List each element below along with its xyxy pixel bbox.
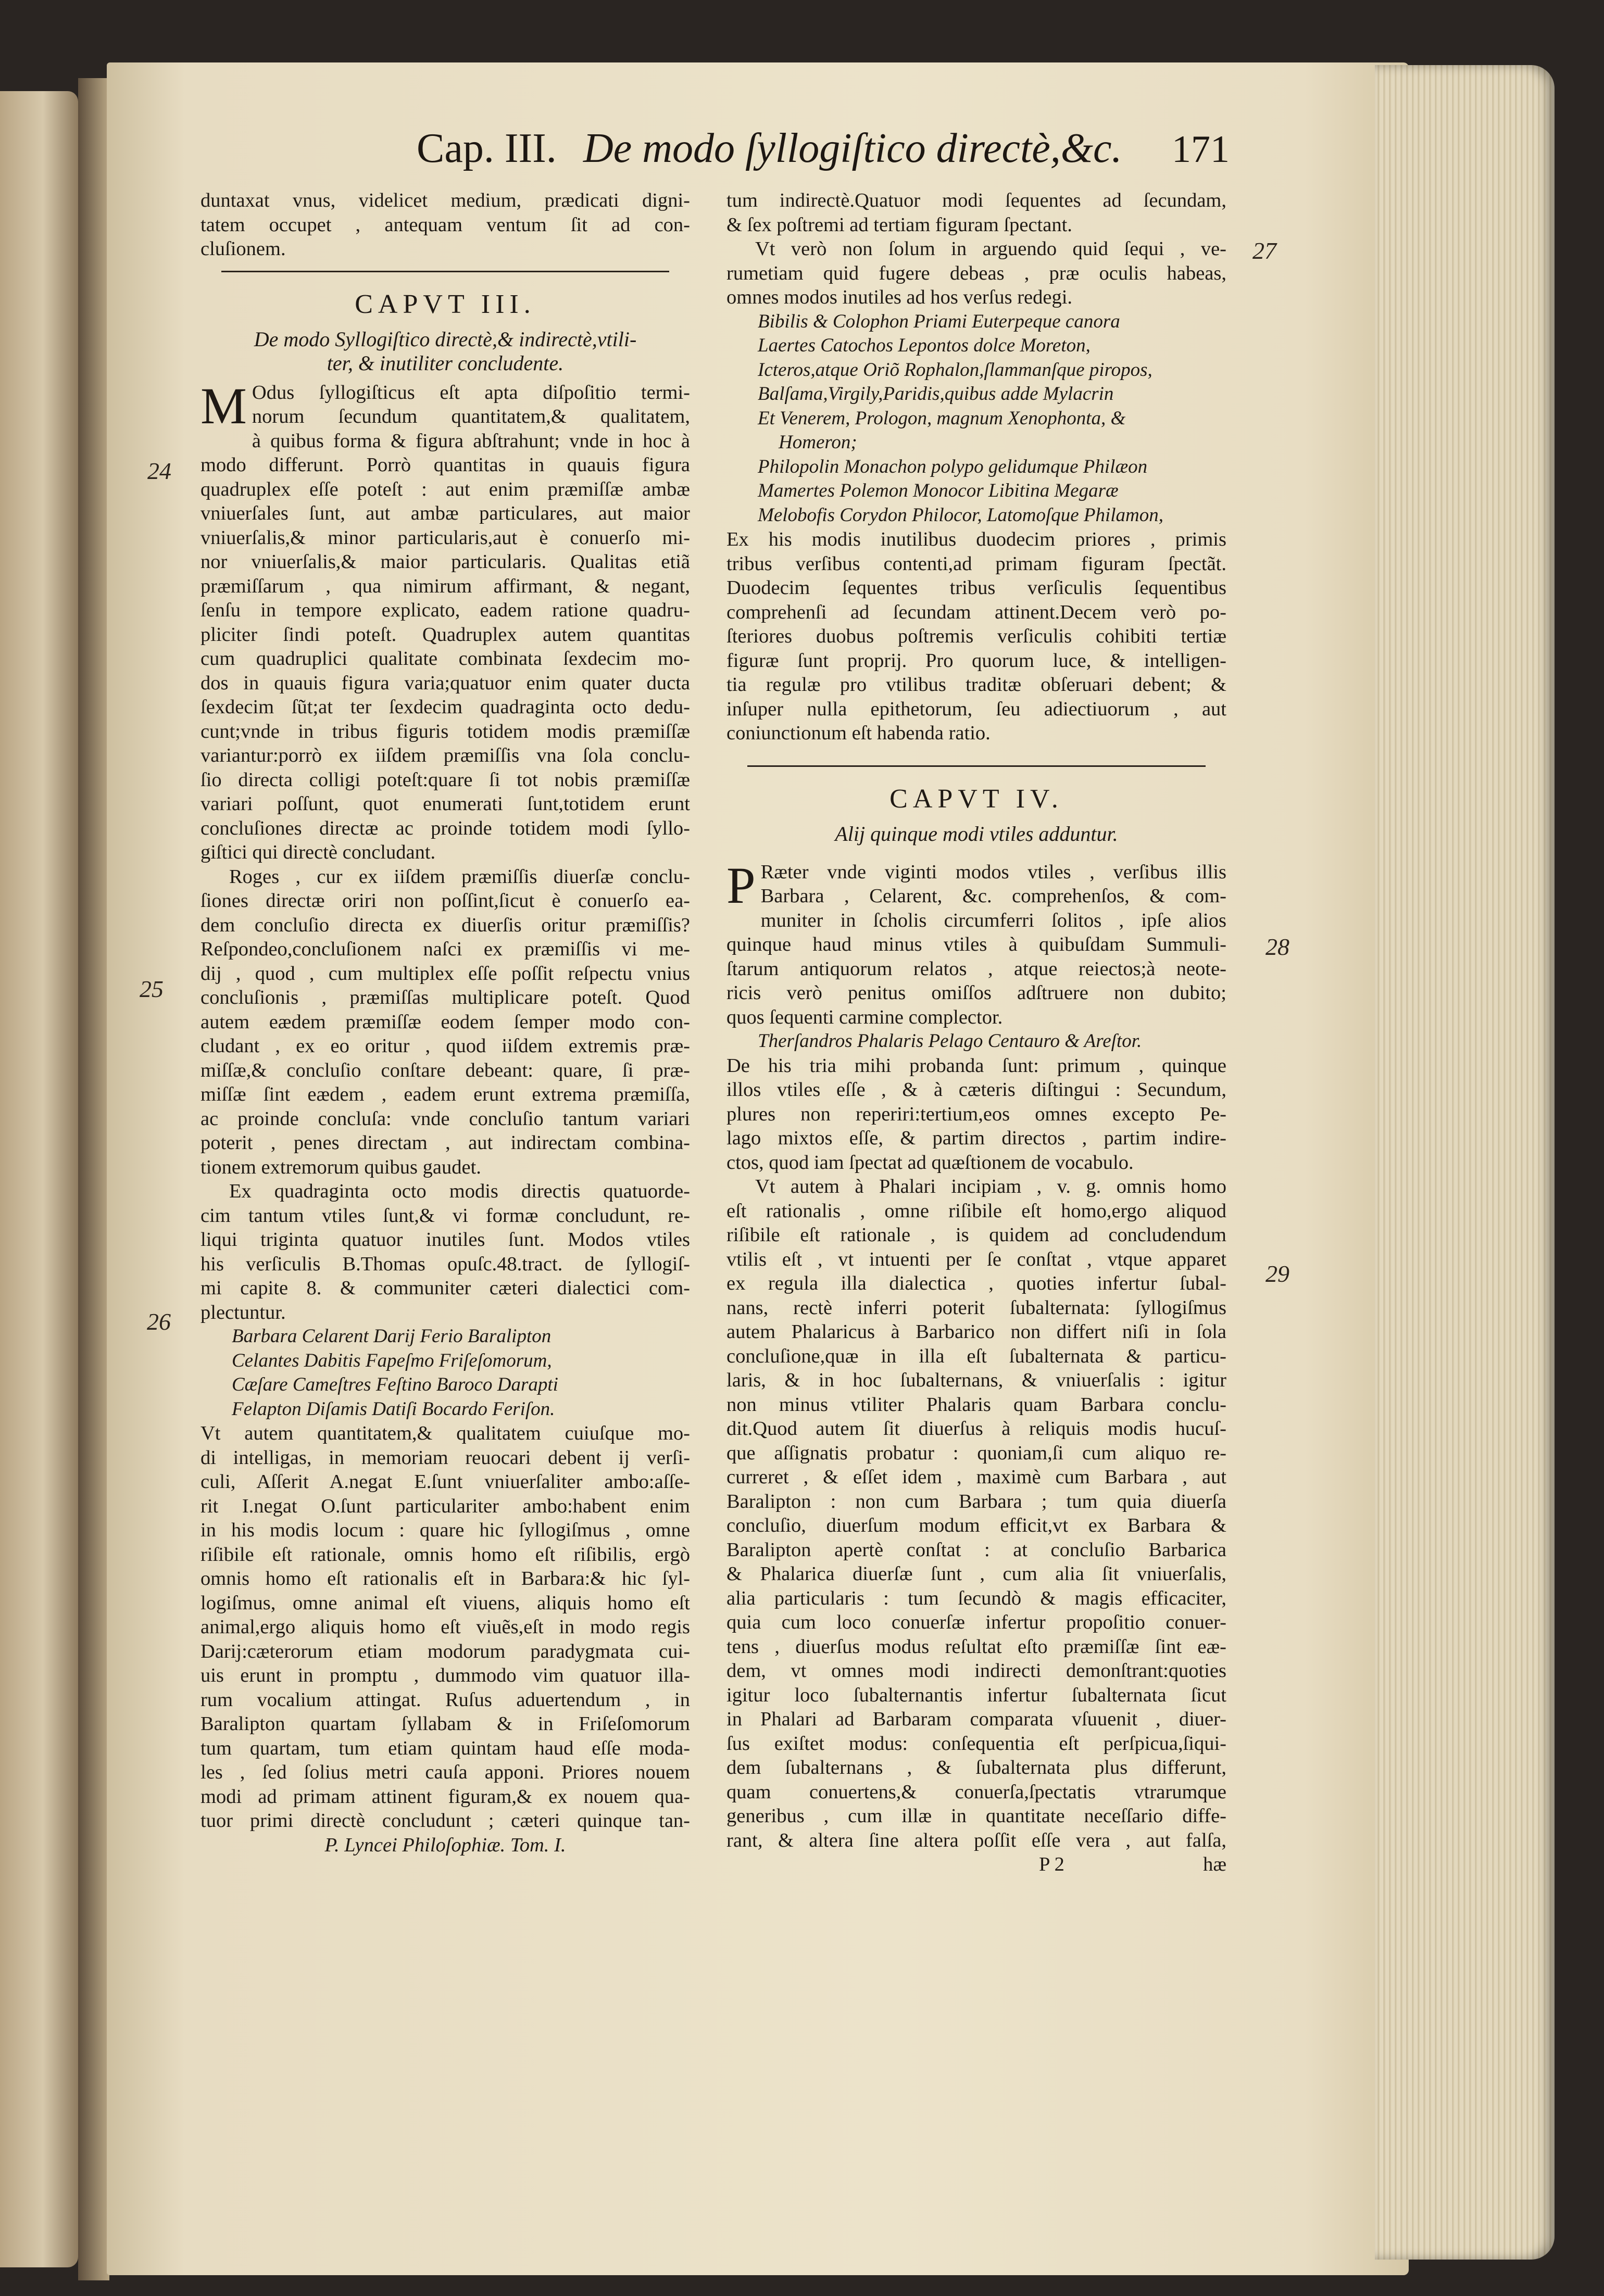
verse-line: Mamertes Polemon Monocor Libitina Megaræ [758,480,1119,501]
text-line: ter, & inutiliter concludente. [327,351,564,375]
text-line: cunt;vnde in tribus figuris totidem modis præmiſſæ [200,720,690,742]
signature-mark: P 2 [1039,1853,1064,1875]
text-line: Roges , cur ex iiſdem præmiſſis diuerſæ conclu- [229,865,690,888]
chapter-subtitle: Alij quinque modi vtiles adduntur. [835,822,1118,846]
text-line: coniunctionum eſt habenda ratio. [726,722,991,744]
text-line: Baralipton apertè conſtat : at concluſio Barbarica [726,1538,1226,1561]
section-divider [726,756,1226,776]
text-line: tum quartam, tum etiam quintam haud eſſe moda- [200,1737,690,1759]
text-line: variantur:porrò ex iiſdem præmiſſis vna ſola conclu- [200,745,690,766]
text-line: rum vocalium attingat. Ruſus aduertendum , in [200,1688,690,1711]
text-line: ex regula illa dialectica , quoties infertur ſubal- [726,1272,1226,1294]
paragraph [200,1179,690,1324]
text-line: tionem extremorum quibus gaudet. [200,1156,481,1178]
paragraph [200,1421,690,1833]
verse-line: Celantes Dabitis Fapeſmo Friſeſomorum, [232,1349,552,1371]
text-line: Vt autem quantitatem,& qualitatem cuiuſque mo- [200,1422,690,1444]
verse-line: Bibilis & Colophon Priami Euterpeque canora [758,310,1120,332]
text-line: ſteriores duobus poſtremis verſiculis cohibiti tertiæ [726,625,1226,647]
text-line: muniter in ſcholis circumferri ſolitos , ipſe alios [760,909,1226,931]
text-line: tuor primi directè concludunt ; cæteri quinque tan- [200,1810,690,1832]
text-line: De his tria mihi probanda ſunt: primum , quinque [726,1054,1226,1077]
text-line: ſiones directæ oriri non poſſint,ſicut è conuerſo ea- [200,890,690,912]
text-line: uis erunt in promptu , dummodo vim quatuor illa- [200,1664,690,1686]
page-footer-title: P. Lyncei Philoſophiæ. Tom. I. [324,1834,566,1856]
text-line: Odus ſyllogiſticus eſt apta diſpoſitio termi- [252,381,690,403]
page-number: 171 [1172,128,1230,171]
text-line: inſuper nulla epithetorum, ſeu adiectiuorum , aut [726,698,1226,720]
left-page-edge [0,91,78,2267]
text-line: laris, & in hoc ſubalternans, & vniuerſalis : igitur [726,1369,1226,1391]
paragraph [726,237,1226,310]
margin-note-26: 26 [147,1308,171,1335]
text-line: generibus , cum illæ in quantitate neceſſario diffe- [726,1805,1226,1827]
text-line: norum ſecundum quantitatem,& qualitatem, [252,406,690,427]
text-line: vtilis eſt , vt intuenti per ſe conſtat , vtque apparet [726,1248,1226,1270]
text-line: ricis verò penitus omiſſos adſtruere non dubito; [726,982,1226,1004]
verse-line: Philopolin Monachon polypo gelidumque Philæon [758,456,1148,477]
paragraph-with-dropcap [200,376,690,435]
text-line: omnes modos inutiles ad hos verſus redegi. [726,286,1073,308]
text-line: Reſpondeo,concluſionem naſci ex præmiſſis vi me- [200,938,690,960]
text-line: figuræ ſunt proprij. Pro quorum luce, & intelligen- [726,649,1226,672]
text-line: quia cum loco conuerſæ infertur propoſitio conuer- [726,1611,1226,1633]
text-line: duntaxat vnus, videlicet medium, prædicati digni- [200,190,690,211]
text-line: miſſæ,& concluſio conſtare debeant: quare, ſi præ- [200,1059,690,1081]
text-line: in his modis locum : quare hic ſyllogiſmus , omne [200,1519,690,1541]
text-line: quos ſequenti carmine complector. [726,1006,1003,1028]
verse-line: Barbara Celarent Darij Ferio Baralipton [232,1326,552,1347]
text-line: cim tantum vtiles ſunt,& vi formæ concludunt, re- [200,1204,690,1227]
text-line: riſibile eſt rationale, omnis homo eſt riſibilis, ergò [200,1543,690,1566]
paragraph [200,429,690,865]
text-line: les , ſed ſolius metri cauſa apponi. Priores nouem [200,1761,690,1783]
text-line: quadruplex eſſe poteſt : aut enim præmiſſæ ambæ [200,478,690,500]
text-line: liqui triginta quatuor inutiles ſunt. Modos vtiles [200,1229,690,1251]
margin-note-28: 28 [1265,933,1289,960]
paragraph [200,865,690,1180]
text-line: dij , quod , cum multiplex eſſe poſſit reſpectu vnius [200,962,690,985]
text-line: ctos, quod iam ſpectat ad quæſtionem de vocabulo. [726,1151,1134,1174]
binding-gutter [78,78,109,2280]
verse-block [726,310,1226,528]
text-line: cludant , ex eo oritur , quod iiſdem extremis præ- [200,1035,690,1057]
text-line: ſio directa colligi poteſt:quare ſi tot nobis præmiſſæ [200,768,690,791]
text-line: modo differunt. Porrò quantitas in quauis figura [200,454,690,476]
text-line: dem concluſio directa ex diuerſis oritur præmiſſis? [200,914,690,936]
text-line: nor vniuerſalis,& maior particularis. Qualitas etiã [200,551,690,573]
text-line: Barbara , Celarent, &c. comprehenſos, & com- [760,885,1226,907]
text-line: illos vtiles eſſe , & à cæteris diſtingui : Secundum, [726,1079,1226,1101]
text-line: que aſſignatis probatur : quoniam,ſi cum aliquo re- [726,1442,1226,1464]
verse-line: Felapton Diſamis Datiſi Bocardo Feriſon. [232,1398,555,1420]
text-line: autem Phalaricus à Barbarico non differt niſi in ſola [726,1321,1226,1343]
paragraph [726,1175,1226,1852]
verse-line: Balſama,Virgily,Paridis,quibus adde Mylacrin [758,383,1114,405]
paragraph [726,909,1226,1030]
text-line: & Phalarica diuerſæ ſunt , cum alia ſit vniuerſalis, [726,1563,1226,1585]
text-line: alia particularis : tum ſecundò & magis efficaciter, [726,1587,1226,1609]
text-line: eſt rationalis , omne riſibile eſt homo,ergo aliquod [726,1200,1226,1222]
text-line: rant, & altera ſine altera poſſit eſſe vera , aut falſa, [726,1829,1226,1851]
text-line: vniuerſales ſunt, aut ambæ particulares, aut maior [200,502,690,524]
text-line: tens , diuerſus modus reſultat eſto præmiſſæ ſint eæ- [726,1635,1226,1658]
verse-line: Laertes Catochos Lepontos dolce Moreton, [758,335,1091,356]
text-line: omnis homo eſt rationalis eſt in Barbara:& hic ſyl- [200,1568,690,1589]
drop-cap-initial: M [200,376,247,435]
paragraph [726,527,1226,746]
text-line: concluſione,quæ in illa eſt ſubalternata & particu- [726,1345,1226,1367]
text-line: ſexdecim ſũt;at ter ſexdecim quadraginta octo dedu- [200,696,690,718]
text-line: riſibile eſt rationale , is quidem ad concludendum [726,1224,1226,1246]
text-line: Vt autem à Phalari incipiam , v. g. omnis homo [755,1176,1226,1197]
text-line: Baralipton quartam ſyllabam & in Friſeſomorum [200,1713,690,1735]
left-intro [200,188,690,261]
text-line: plures non reperiri:tertium,eos omnes excepto Pe- [726,1103,1226,1125]
text-line: pliciter ſindi poteſt. Quadruplex autem quantitas [200,623,690,646]
catchword: hæ [1203,1853,1226,1875]
text-line: culi, Aſſerit A.negat E.ſunt vniuerſaliter ambo:aſſe- [200,1471,690,1493]
text-line: & ſex poſtremi ad tertiam figuram ſpectant. [726,213,1072,236]
chapter-heading: CAPVT III. [355,289,536,319]
text-line: tia regulæ pro vtilibus traditæ obſeruari debent; & [726,674,1226,696]
text-line: cum quadruplici qualitate combinata ſexdecim mo- [200,648,690,670]
text-line: tum indirectè.Quatuor modi ſequentes ad ſecundam, [726,190,1226,211]
text-line: dos in quauis figura varia;quatuor enim quater ducta [200,672,690,694]
text-line: his verſiculis B.Thomas opuſc.48.tract. de ſyllogiſ- [200,1253,690,1275]
verse-line: Homeron; [779,432,857,453]
verse-line: Et Venerem, Prologon, magnum Xenophonta, & [758,407,1126,429]
text-line: ſenſu in tempore explicato, eadem ratione quadru- [200,599,690,621]
text-line: ſtarum antiquorum relatos , atque reiectos;à neote- [726,957,1226,980]
margin-note-29: 29 [1265,1260,1289,1287]
text-line: præmiſſarum , qua nimirum affirmant, & negant, [200,575,690,597]
text-line: miſſæ ſint eædem , eadem erunt extrema præmiſſa, [200,1083,690,1105]
text-line: plectuntur. [200,1301,286,1323]
chapter-subtitle [200,327,690,375]
text-line: comprehenſi ad ſecundam attinent.Decem verò po- [726,601,1226,623]
text-line: ac proinde concluſa: vnde concluſio tantum variari [200,1107,690,1130]
text-line: quam conuertens,& conuerſa,ſpectatis vtrarumque [726,1781,1226,1803]
text-line: Baralipton : non cum Barbara ; tum quia diuerſa [726,1490,1226,1512]
text-line: logiſmus, omne animal eſt viuens, aliquis homo eſt [200,1592,690,1614]
text-line: curreret , & eſſet idem , maximè cum Barbara , aut [726,1466,1226,1488]
text-line: Ræter vnde viginti modos vtiles , verſibus illis [760,861,1226,883]
text-line: Ex his modis inutilibus duodecim priores , primis [726,528,1226,550]
verse-line: Therſandros Phalaris Pelago Centauro & Areſtor. [758,1030,1142,1052]
dropcap-lines [200,376,690,435]
paragraph [726,1054,1226,1175]
text-line: concluſionis , præmiſſas multiplicare poteſt. Quod [200,987,690,1008]
text-line: ſus exiſtet modus: conſequentia eſt perſpicua,ſiqui- [726,1732,1226,1755]
text-line: tribus verſibus contenti,ad primam figuram ſpectãt. [726,552,1226,575]
margin-note-27: 27 [1252,237,1276,264]
signature-line [726,1852,1226,1877]
running-head-title: De modo ſyllogiſtico directè,&c. [583,125,1122,171]
text-line: giſtici qui directè concludant. [200,841,436,863]
text-line: nans, rectè inferri poterit ſubalternata: ſyllogiſmus [726,1296,1226,1319]
running-head-chapter: Cap. III. [417,125,557,171]
text-line: modi ad primam attinent figuram,& ex nouem qua- [200,1785,690,1808]
section-divider [200,261,690,281]
margin-note-24: 24 [147,458,171,484]
text-line: animal,ergo aliquis homo eſt viuẽs,eſt in modo regis [200,1616,690,1638]
right-intro [726,188,1226,237]
text-line: dem, vt omnes modi indirecti demonſtrant:quoties [726,1660,1226,1682]
text-line: Duodecim ſequentes tribus verſiculis ſequentibus [726,577,1226,599]
text-line: vniuerſalis,& minor particularis,aut è conuerſo mi- [200,526,690,549]
left-text-column [200,188,690,1857]
text-line: De modo Syllogiſtico directè,& indirectè,vtili- [254,327,637,351]
text-line: rumetiam quid fugere debeas , præ oculis habeas, [726,262,1226,284]
text-line: à quibus forma & figura abſtrahunt; vnde in hoc à [252,430,690,452]
text-line: di intelligas, in memoriam reuocari debent ij verſi- [200,1446,690,1469]
text-line: cluſionem. [200,238,286,260]
page-fore-edge [1375,65,1555,2260]
text-line: Darij:cæterorum etiam modorum paradygmata cui- [200,1640,690,1662]
text-line: autem eædem præmiſſæ eodem ſemper modo con- [200,1011,690,1033]
drop-cap-initial: P [726,856,756,914]
text-line: non minus vtiliter Phalaris quam Barbara conclu- [726,1393,1226,1416]
text-line: Vt verò non ſolum in arguendo quid ſequi , ve- [755,238,1226,260]
text-line: Ex quadraginta octo modis directis quatuorde- [229,1180,690,1202]
verse-line: Melobofis Corydon Philocor, Latomoſque Philamon, [758,504,1164,526]
margin-note-25: 25 [140,976,164,1002]
verse-block [200,1324,690,1421]
text-line: variari poſſunt, quot enumerati ſunt,totidem erunt [200,793,690,815]
text-line: concluſiones directæ ac proinde totidem modi ſyllo- [200,817,690,839]
verse-line: Icteros,atque Oriõ Rophalon,ſlammanſque piropos, [758,359,1152,381]
text-line: dit.Quod autem ſit diuerſus à reliquis modis hucuſ- [726,1418,1226,1440]
text-line: rit I.negat O.ſunt particulariter ambo:habent enim [200,1495,690,1517]
paragraph-with-dropcap [726,856,1226,914]
chapter-heading: CAPVT IV. [889,784,1063,814]
dropcap-lines [726,856,1226,914]
text-line: concluſio, diuerſum modum efficit,vt ex Barbara & [726,1515,1226,1536]
text-line: quinque haud minus vtiles à quibuſdam Summuli- [726,933,1226,955]
text-line: dem ſubalternans , & ſubalternata plus differunt, [726,1757,1226,1778]
text-line: in Phalari ad Barbaram comparata vſuuenit , diuer- [726,1708,1226,1730]
text-line: poterit , penes directam , aut indirectam combina- [200,1132,690,1154]
text-line: tatem occupet , antequam ventum ſit ad con- [200,213,690,236]
text-line: mi capite 8. & communiter cæteri dialectici com- [200,1277,690,1299]
right-text-column [726,188,1226,1877]
text-line: lago mixtos eſſe, & partim directos , partim indire- [726,1127,1226,1149]
text-line: igitur loco ſubalternantis infertur ſubalternata ſicut [726,1684,1226,1706]
verse-line: Cæſare Cameſtres Feſtino Baroco Darapti [232,1374,558,1395]
